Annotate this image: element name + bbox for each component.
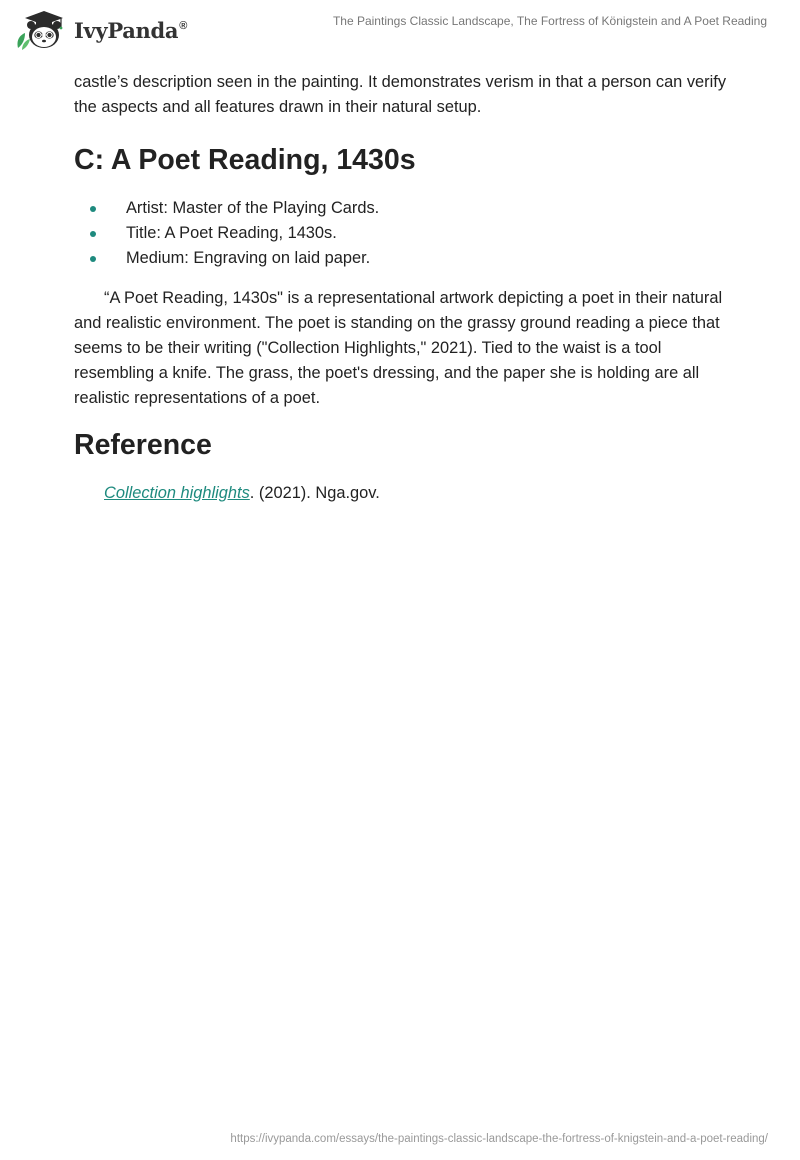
registered-mark: ® xyxy=(179,19,188,32)
list-item-text: Medium: Engraving on laid paper. xyxy=(126,249,371,267)
footer-url: https://ivypanda.com/essays/the-paintings-classic-landscape-the-fortress-of-knigstein-and-a-poet-reading/ xyxy=(230,1133,768,1145)
reference-entry xyxy=(74,481,734,506)
bullet-dot-icon xyxy=(90,231,96,237)
ivypanda-logo[interactable] xyxy=(14,8,188,52)
reference-heading: Reference xyxy=(74,429,212,461)
bullet-dot-icon xyxy=(90,206,96,212)
list-item xyxy=(74,196,734,221)
document-title: The Paintings Classic Landscape, The Fortress of Königstein and A Poet Reading xyxy=(332,14,767,28)
list-item-text: Title: A Poet Reading, 1430s. xyxy=(126,224,337,242)
page-header xyxy=(0,0,800,60)
logo-wordmark xyxy=(74,18,187,43)
artwork-details-list xyxy=(74,196,734,271)
logo-text: IvyPanda xyxy=(74,17,179,43)
reference-link[interactable]: Collection highlights xyxy=(104,484,250,502)
section-heading: C: A Poet Reading, 1430s xyxy=(74,144,416,176)
list-item xyxy=(74,221,734,246)
list-item xyxy=(74,246,734,271)
intro-paragraph: castle’s description seen in the painting. It demonstrates verism in that a person can verify the aspects and all features drawn in their natural setup. xyxy=(74,73,727,116)
list-item-text: Artist: Master of the Playing Cards. xyxy=(126,199,380,217)
bullet-dot-icon xyxy=(90,256,96,262)
body-paragraph: “A Poet Reading, 1430s" is a representational artwork depicting a poet in their natural and realistic environment. The poet is standing on the grassy ground reading a piece that seems to be their writing ("Collection Highlights," 2021). Tied to the waist is a tool resembling a knife. The grass, the poet's dressing, and the paper she is holding are all realistic representations of a poet. xyxy=(74,289,723,407)
panda-graduate-logo-icon xyxy=(14,8,70,52)
reference-citation: . (2021). Nga.gov. xyxy=(249,484,380,502)
essay-content xyxy=(74,70,734,506)
